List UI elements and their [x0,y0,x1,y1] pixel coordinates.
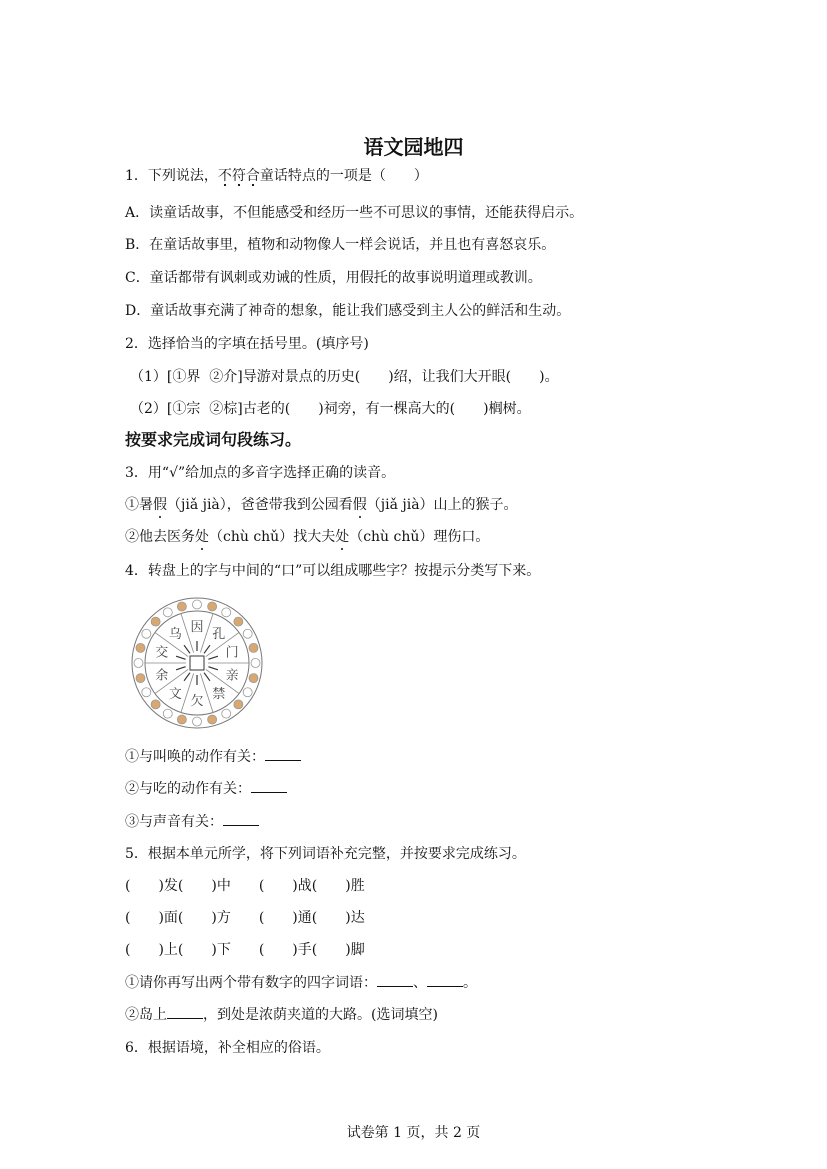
question-3: 3．用“√”给加点的多音字选择正确的读音。 [125,465,396,481]
dotted-char: 假 [153,497,167,513]
wheel-arrow [208,656,218,659]
answer-blank[interactable] [167,1006,203,1019]
wheel-bead [251,659,260,668]
wheel-bead [234,700,243,709]
wheel-bead [193,600,202,609]
dotted-char: 假 [352,497,367,513]
wheel-bead [163,608,172,617]
wheel-bead [177,602,186,611]
wheel-bead [193,717,202,726]
q1-text: 1．下列说法， [125,168,218,184]
wheel-center-box [190,656,204,670]
q2-item-2: （2）[①宗 ②棕]古老的( )祠旁，有一棵高大的( )榈树。 [130,401,531,417]
wheel-arrow [184,645,190,653]
q5-sub-2-text: ，到处是浓荫夹道的大路。(选词填空) [203,1007,438,1023]
q3-item-2 [125,528,489,546]
wheel-bead [177,715,186,724]
wheel-bead [136,674,145,683]
q4-item-label: ③与声音有关： [125,814,223,830]
q5-row-3: ( )上( )下 ( )手( )脚 [125,942,365,958]
q4-item-3 [125,813,259,831]
wheel-arrow [184,673,190,681]
wheel-bead [151,617,160,626]
q2-item-1: （1）[①界 ②介]导游对景点的历史( )绍，让我们大开眼( )。 [130,369,559,385]
page-title: 语文园地四 [363,135,464,159]
q4-item-label: ②与吃的动作有关： [125,781,251,797]
wheel-char: 亲 [225,668,239,684]
wheel-arrow [176,656,186,659]
question-2: 2．选择恰当的字填在括号里。(填序号) [125,336,369,352]
option-a: A．读童话故事，不但能感受和经历一些不可思议的事情，还能获得启示。 [125,205,584,221]
character-wheel-image [130,596,264,730]
wheel-bead [142,629,151,638]
wheel-bead [142,688,151,697]
option-d: D．童话故事充满了神奇的想象，能让我们感受到主人公的鲜活和生动。 [125,303,571,319]
q3-item-2-text: （chù chǔ）找大夫 [209,529,336,545]
answer-blank[interactable] [251,780,287,793]
q5-row-1: ( )发( )中 ( )战( )胜 [125,878,365,894]
wheel-bead [249,674,258,683]
separator: 、 [413,975,427,991]
wheel-arrow [176,667,186,670]
q4-item-1 [125,748,301,766]
q5-sub-1 [125,974,477,992]
q3-item-1-text: （jiǎ jià），爸爸带我到公园看 [167,497,353,513]
wheel-bead [208,602,217,611]
wheel-bead [222,608,231,617]
option-b: B．在童话故事里，植物和动物像人一样会说话，并且也有喜怒哀乐。 [125,237,556,253]
wheel-char: 因 [190,620,204,635]
wheel-bead [222,709,231,718]
dotted-char: 处 [335,529,350,545]
wheel-char: 门 [225,645,239,661]
wheel-bead [234,617,243,626]
dotted-char: 处 [195,529,209,545]
q5-sub-1-text: ①请你再写出两个带有数字的四字词语： [125,975,377,991]
q1-dotted-text: 不符合 [218,169,260,187]
wheel-char: 欠 [190,694,204,709]
wheel-bead [249,643,258,652]
wheel-char: 文 [168,686,182,702]
q4-item-2 [125,780,287,798]
q3-item-1 [125,496,518,514]
q3-item-1-text: ①暑 [125,497,153,513]
wheel-arrow [208,667,218,670]
q5-sub-2 [125,1006,438,1024]
q1-text-end: 童话特点的一项是（ ） [259,168,428,184]
section-heading: 按要求完成词句段练习。 [125,430,302,449]
q3-item-2-text: ②他去医务 [125,529,195,545]
question-4: 4．转盘上的字与中间的“口”可以组成哪些字？按提示分类写下来。 [125,563,541,579]
wheel-char: 交 [155,645,169,661]
wheel-arrow [204,645,210,653]
answer-blank[interactable] [377,974,413,987]
wheel-bead [243,688,252,697]
q3-item-2-text: （chù chǔ）理伤口。 [349,529,490,545]
answer-blank[interactable] [265,748,301,761]
wheel-arrow [204,673,210,681]
wheel-bead [151,700,160,709]
q5-row-2: ( )面( )方 ( )通( )达 [125,910,365,926]
wheel-bead [136,643,145,652]
wheel-bead [208,715,217,724]
question-6: 6．根据语境，补全相应的俗语。 [125,1040,330,1056]
answer-blank[interactable] [223,813,259,826]
q4-item-label: ①与叫唤的动作有关： [125,749,265,765]
question-1 [125,167,428,187]
q3-item-1-text: （jiǎ jià）山上的猴子。 [366,497,518,513]
wheel-char: 禁 [212,686,226,702]
option-c: C．童话都带有讽刺或劝诫的性质，用假托的故事说明道理或教训。 [125,270,542,286]
wheel-bead [163,709,172,718]
wheel-bead [243,629,252,638]
period: 。 [463,975,477,991]
wheel-char: 乌 [168,627,182,643]
page-footer: 试卷第 1 页，共 2 页 [346,1125,481,1141]
wheel-char: 孔 [212,627,226,643]
question-5: 5．根据本单元所学，将下列词语补充完整，并按要求完成练习。 [125,846,526,862]
wheel-bead [134,659,143,668]
q5-sub-2-text: ②岛上 [125,1007,167,1023]
wheel-char: 余 [155,668,169,684]
answer-blank[interactable] [427,974,463,987]
